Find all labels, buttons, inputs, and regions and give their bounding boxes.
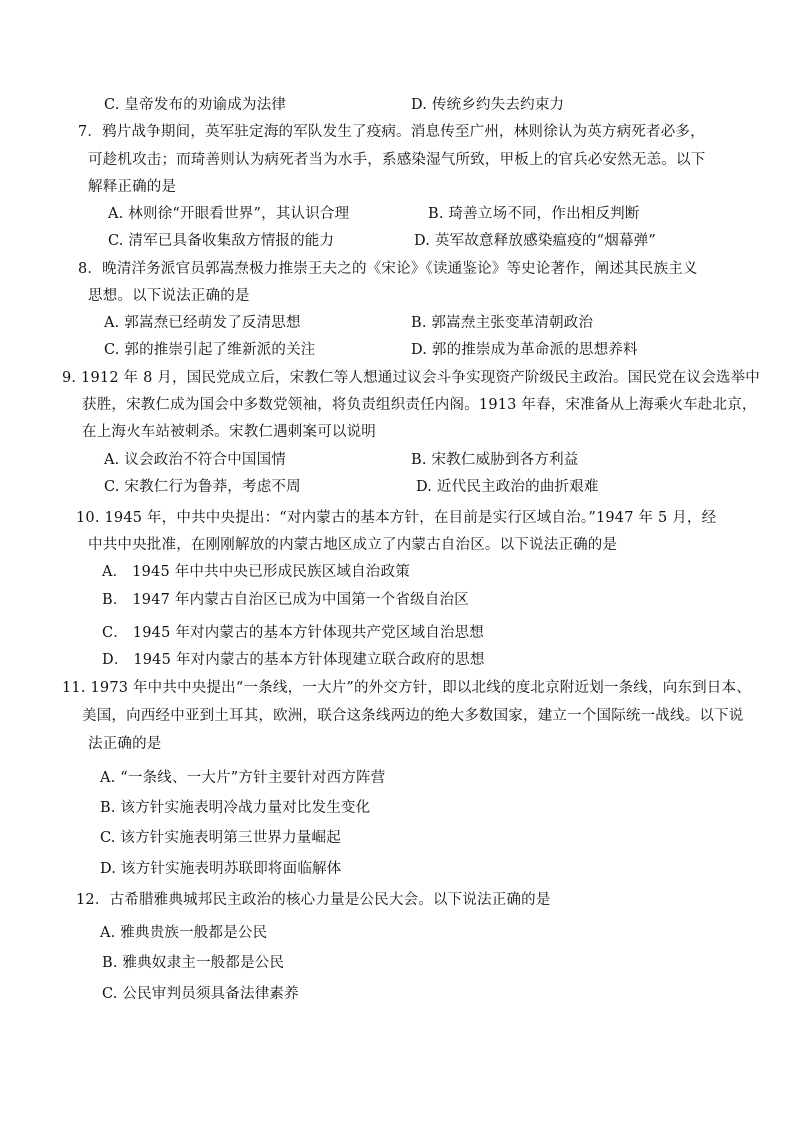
q11-option-a: A. “一条线、一大片”方针主要针对西方阵营 xyxy=(100,770,386,786)
q6-option-c: C. 皇帝发布的劝谕成为法律 xyxy=(104,97,287,113)
q11-stem-line1: 11. 1973 年中共中央提出“一条线，一大片”的外交方针，即以北线的度北京附近划一条线，向东到日本、 xyxy=(62,680,751,696)
q8-option-d: D. 郭的推崇成为革命派的思想养料 xyxy=(411,342,638,358)
q10-option-a: A． 1945 年中共中央已形成民族区域自治政策 xyxy=(102,564,410,580)
q9-stem-line1: 9. 1912 年 8 月，国民党成立后，宋教仁等人想通过议会斗争实现资产阶级民主政治。国民党在议会选举中 xyxy=(62,370,760,386)
q7-option-d: D. 英军故意释放感染瘟疫的“烟幕弹” xyxy=(414,233,656,249)
q11-option-d: D. 该方针实施表明苏联即将面临解体 xyxy=(100,861,342,877)
q11-stem-line3: 法正确的是 xyxy=(88,736,162,752)
q9-stem-line2: 获胜，宋教仁成为国会中多数党领袖，将负责组织责任内阁。1913 年春，宋准备从上海乘火车赴北京， xyxy=(82,397,757,413)
q12-stem-line1: 12．古希腊雅典城邦民主政治的核心力量是公民大会。以下说法正确的是 xyxy=(76,892,551,908)
q10-stem-line2: 中共中央批准，在刚刚解放的内蒙古地区成立了内蒙古自治区。以下说法正确的是 xyxy=(88,537,618,553)
q11-option-c: C. 该方针实施表明第三世界力量崛起 xyxy=(100,830,341,846)
q10-option-c: C． 1945 年对内蒙古的基本方针体现共产党区域自治思想 xyxy=(102,625,485,641)
q9-option-a: A. 议会政治不符合中国国情 xyxy=(104,452,286,468)
q8-stem-line2: 思想。以下说法正确的是 xyxy=(88,288,250,304)
q9-option-c: C. 宋教仁行为鲁莽，考虑不周 xyxy=(104,479,301,495)
q8-option-b: B. 郭嵩焘主张变革清朝政治 xyxy=(411,315,594,331)
q7-stem-line3: 解释正确的是 xyxy=(88,179,177,195)
q7-option-c: C. 清军已具备收集敌方情报的能力 xyxy=(108,233,335,249)
q11-option-b: B. 该方针实施表明冷战力量对比发生变化 xyxy=(100,800,371,816)
q7-stem-line2: 可趁机攻击；而琦善则认为病死者当为水手，系感染湿气所致，甲板上的官兵必安然无恙。以下 xyxy=(88,152,706,168)
q11-stem-line2: 美国，向西经中亚到土耳其，欧洲，联合这条线两边的绝大多数国家，建立一个国际统一战线。以下说 xyxy=(82,708,744,724)
q9-option-d: D. 近代民主政治的曲折艰难 xyxy=(416,479,599,495)
q10-option-d: D． 1945 年对内蒙古的基本方针体现建立联合政府的思想 xyxy=(102,652,485,668)
q6-option-d: D. 传统乡约失去约束力 xyxy=(411,97,565,113)
q8-option-c: C. 郭的推崇引起了维新派的关注 xyxy=(104,342,316,358)
q10-option-b: B． 1947 年内蒙古自治区已成为中国第一个省级自治区 xyxy=(102,592,469,608)
q9-option-b: B. 宋教仁威胁到各方利益 xyxy=(411,452,579,468)
q12-option-a: A. 雅典贵族一般都是公民 xyxy=(100,925,268,941)
q7-option-b: B. 琦善立场不同，作出相反判断 xyxy=(428,206,640,222)
q8-option-a: A. 郭嵩焘已经萌发了反清思想 xyxy=(104,315,301,331)
q8-stem-line1: 8．晚清洋务派官员郭嵩焘极力推崇王夫之的《宋论》《读通鉴论》等史论著作，阐述其民族主义 xyxy=(78,261,698,277)
q9-stem-line3: 在上海火车站被刺杀。宋教仁遇刺案可以说明 xyxy=(82,424,376,440)
q12-option-b: B. 雅典奴隶主一般都是公民 xyxy=(102,955,285,971)
q12-option-c: C. 公民审判员须具备法律素养 xyxy=(102,986,299,1002)
q7-option-a: A. 林则徐“开眼看世界”，其认识合理 xyxy=(108,206,350,222)
q10-stem-line1: 10. 1945 年，中共中央提出：“对内蒙古的基本方针，在目前是实行区域自治。”1947 年 5 月，经 xyxy=(76,510,717,526)
q7-stem-line1: 7．鸦片战争期间，英军驻定海的军队发生了疫病。消息传至广州，林则徐认为英方病死者必多， xyxy=(78,124,705,140)
